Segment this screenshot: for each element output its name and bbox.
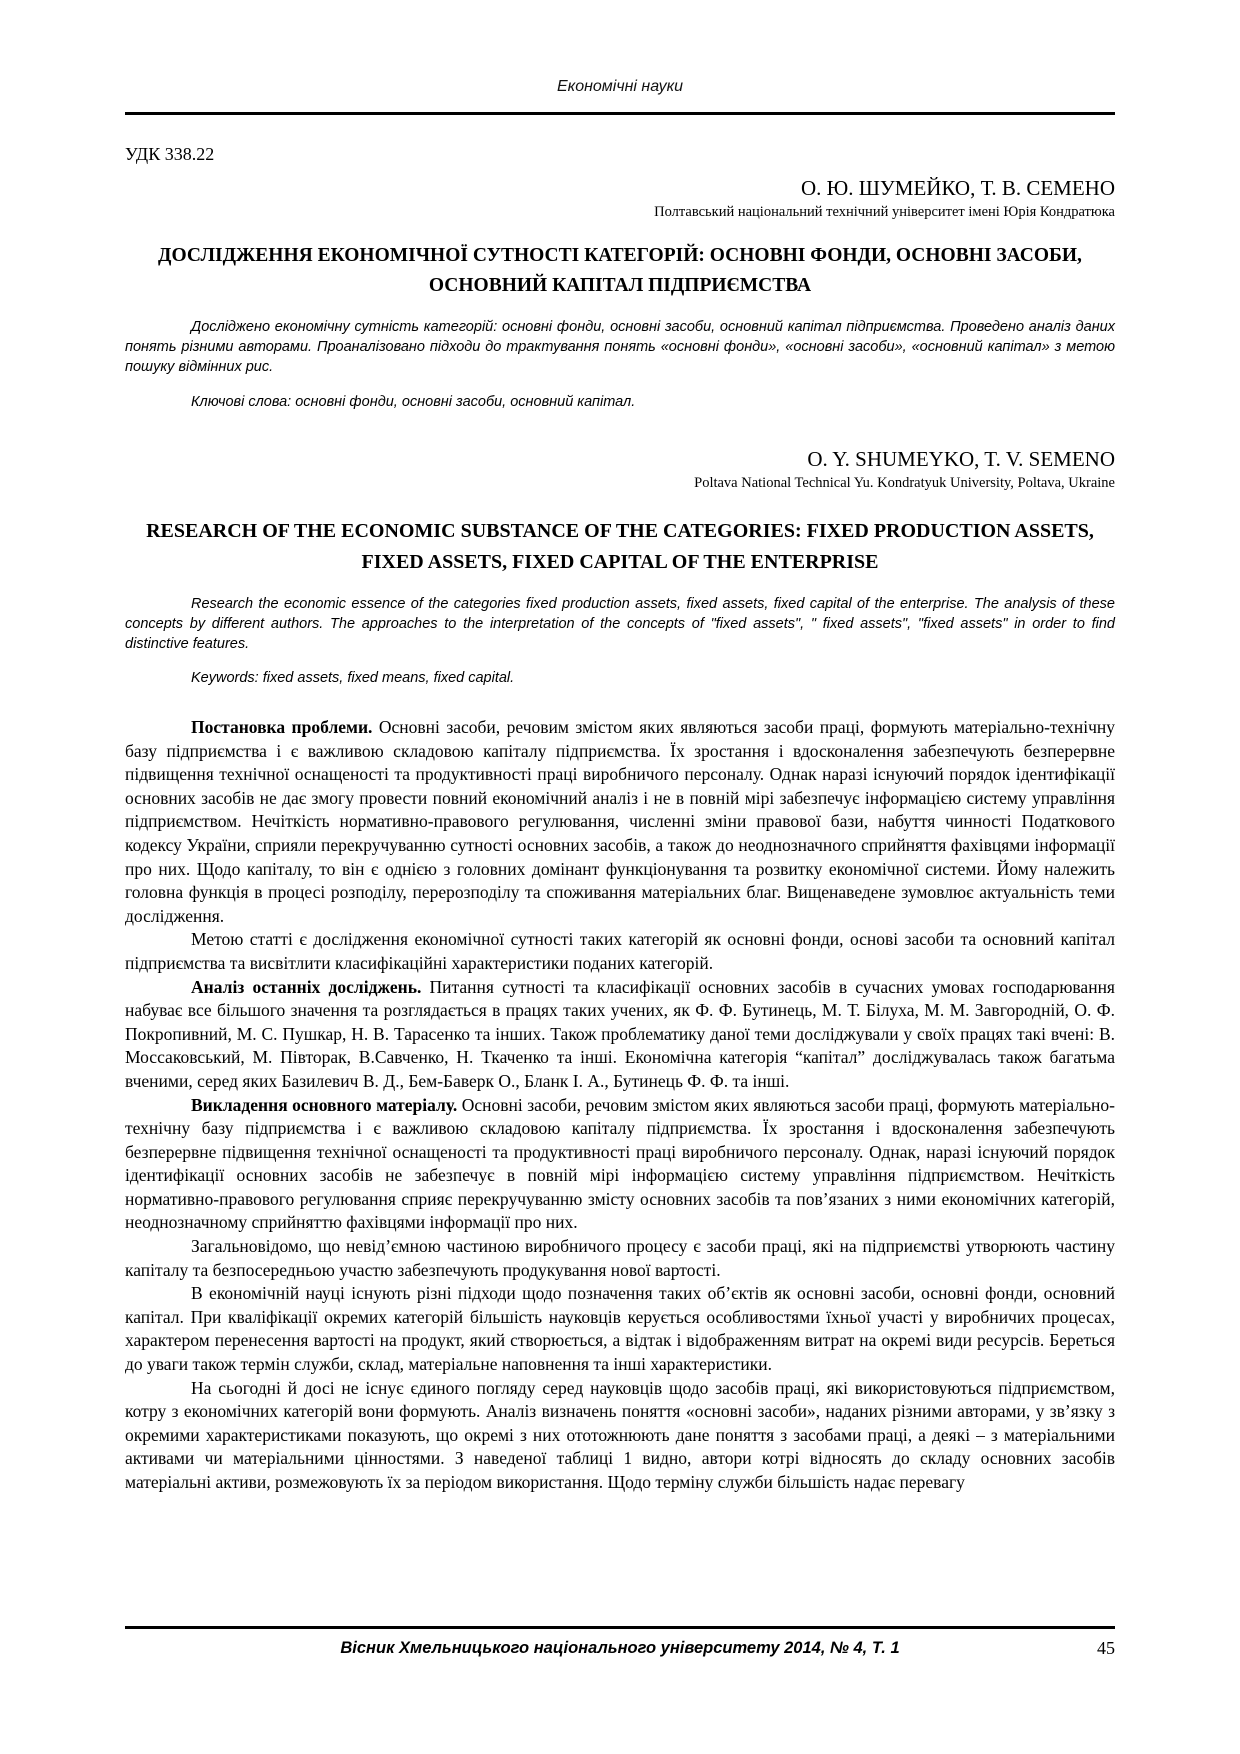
paragraph-text: Питання сутності та класифікації основних засобів в сучасних умовах господарювання набуває все більшого значення та розглядається в працях таких учених, як Ф. Ф. Бутинець, М. Т. Білуха, М. М. Завгородній, О. Ф. Покропивний, М. С. Пушкар, Н. В. Тарасенко та інших. Також проблематику даної теми досліджували у своїх працях такі вчені: В. Моссаковський, М. Півторак, В.Савченко, Н. Ткаченко та інші. Економічна категорія “капітал” досліджувалась також багатьма вченими, серед яких Базилевич В. Д., Бем-Баверк О., Бланк І. А., Бутинець Ф. Ф. та інші.	[125, 976, 1115, 1091]
abstract-ua: Досліджено економічну сутність категорій: основні фонди, основні засоби, основний капітал підприємства. Проведено аналіз даних понять різними авторами. Проаналізовано підходи до трактування понять «основні фонди», «основні засоби», «основний капітал» з метою пошуку відмінних рис.	[125, 319, 1115, 375]
paragraph	[125, 1094, 1115, 1236]
paragraph-text: Загальновідомо, що невід’ємною частиною виробничого процесу є засоби праці, які на підприємстві утворюють частину капіталу та безпосередньою участю забезпечують продукування нової вартості.	[125, 1236, 1115, 1280]
affiliation-en: Poltava National Technical Yu. Kondratyuk University, Poltava, Ukraine	[694, 474, 1115, 491]
paragraph-lead: Викладення основного матеріалу.	[191, 1094, 458, 1115]
paragraph	[125, 928, 1115, 975]
udc-label: УДК 338.22	[125, 144, 215, 164]
header-rule	[125, 112, 1115, 115]
page-number: 45	[1097, 1638, 1115, 1658]
article-body	[125, 716, 1115, 1495]
article-title-en: RESEARCH OF THE ECONOMIC SUBSTANCE OF THE CATEGORIES: FIXED PRODUCTION ASSETS, FIXED ASSETS, FIXED CAPITAL OF THE ENTERPRISE	[146, 519, 1094, 573]
paragraph	[125, 976, 1115, 1094]
paragraph-text: Метою статті є дослідження економічної сутності таких категорій як основні фонди, основі засоби та основний капітал підприємства та висвітлити класифікаційні характеристики поданих категорій.	[125, 929, 1115, 973]
journal-reference: Вісник Хмельницького національного університету 2014, № 4, Т. 1	[340, 1639, 900, 1657]
page-footer	[125, 1626, 1115, 1658]
article-title-ua: ДОСЛІДЖЕННЯ ЕКОНОМІЧНОЇ СУТНОСТІ КАТЕГОРІЙ: ОСНОВНІ ФОНДИ, ОСНОВНІ ЗАСОБИ, ОСНОВНИЙ КАПІТАЛ ПІДПРИЄМСТВА	[158, 245, 1082, 296]
authors-ua: О. Ю. ШУМЕЙКО, Т. В. СЕМЕНО	[800, 176, 1115, 200]
abstract-en: Research the economic essence of the categories fixed production assets, fixed assets, fixed capital of the enterprise. The analysis of these concepts by different authors. The approaches to the interpretation of the concepts of "fixed assets", " fixed assets", "fixed assets" in order to find distinctive features.	[125, 595, 1115, 652]
footer-rule	[125, 1626, 1115, 1629]
paragraph	[125, 1235, 1115, 1282]
paragraph-text: Основні засоби, речовим змістом яких являються засоби праці, формують матеріально-технічну базу підприємства і є важливою складовою капіталу підприємства. Їх зростання і вдосконалення забезпечують безперервне підвищення технічної оснащеності та продуктивності праці виробничого персоналу. Однак наразі існуючий порядок ідентифікації основних засобів не дає змогу провести повний економічний аналіз і не в повній мірі забезпечує інформацією систему управління підприємством. Нечіткість нормативно-правового регулювання, численні зміни правової бази, набуття чинності Податкового кодексу України, сприяли перекручуванню сутності основних засобів, а також до неоднозначного сприйняття фахівцями інформації про них. Щодо капіталу, то він є однією з головних домінант функціонування та розвитку економічної системи. Йому належить головна функція в процесі розподілу, перерозподілу та споживання матеріальних благ. Вищенаведене зумовлює актуальність теми дослідження.	[125, 717, 1115, 926]
paragraph-lead: Аналіз останніх досліджень.	[191, 976, 422, 997]
keywords-en: Keywords: fixed assets, fixed means, fixed capital.	[191, 670, 515, 686]
paragraph	[125, 1377, 1115, 1495]
keywords-ua: Ключові слова: основні фонди, основні засоби, основний капітал.	[191, 393, 636, 410]
affiliation-ua: Полтавський національний технічний університет імені Юрія Кондратюка	[654, 204, 1115, 220]
paragraph	[125, 1282, 1115, 1376]
running-title: Економічні науки	[556, 78, 684, 95]
paragraph	[125, 716, 1115, 928]
paragraph-text: В економічній науці існують різні підходи щодо позначення таких об’єктів як основні засоби, основні фонди, основний капітал. При кваліфікації окремих категорій більшість науковців керується особливостями їхньої участі у виробничих процесах, характером перенесення вартості на продукт, який створюється, а відтак і відображенням витрат на окремі види ресурсів. Береться до уваги також термін служби, склад, матеріальне наповнення та інші характеристики.	[125, 1283, 1115, 1375]
authors-en: O. Y. SHUMEYKO, T. V. SEMENO	[807, 446, 1115, 471]
paragraph-lead: Постановка проблеми.	[191, 717, 373, 737]
paragraph-text: Основні засоби, речовим змістом яких являються засоби праці, формують матеріально-технічну базу підприємства і є важливою складовою капіталу підприємства. Їх зростання і вдосконалення забезпечують безперервне підвищення технічної оснащеності та продуктивності праці виробничого персоналу. Однак, наразі існуючий порядок ідентифікації основних засобів не забезпечує в повній мірі інформацією систему управління підприємством. Нечіткість нормативно-правового регулювання сприяє перекручуванню змісту основних засобів та пов’язаних з ними економічних категорій, неоднозначному сприйняттю фахівцями інформації про них.	[125, 1094, 1115, 1233]
paragraph-text: На сьогодні й досі не існує єдиного погляду серед науковців щодо засобів праці, які використовуються підприємством, котру з економічних категорій вони формують. Аналіз визначень поняття «основні засоби», наданих різними авторами, у зв’язку з окремими характеристиками показують, що окремі з них ототожнюють дане поняття з засобами праці, а деякі – з матеріальними активами чи матеріальними цінностями. З наведеної таблиці 1 видно, автори котрі відносять до складу основних засобів матеріальні активи, розмежовують їх за періодом використання. Щодо терміну служби більшість надає перевагу	[125, 1377, 1115, 1492]
